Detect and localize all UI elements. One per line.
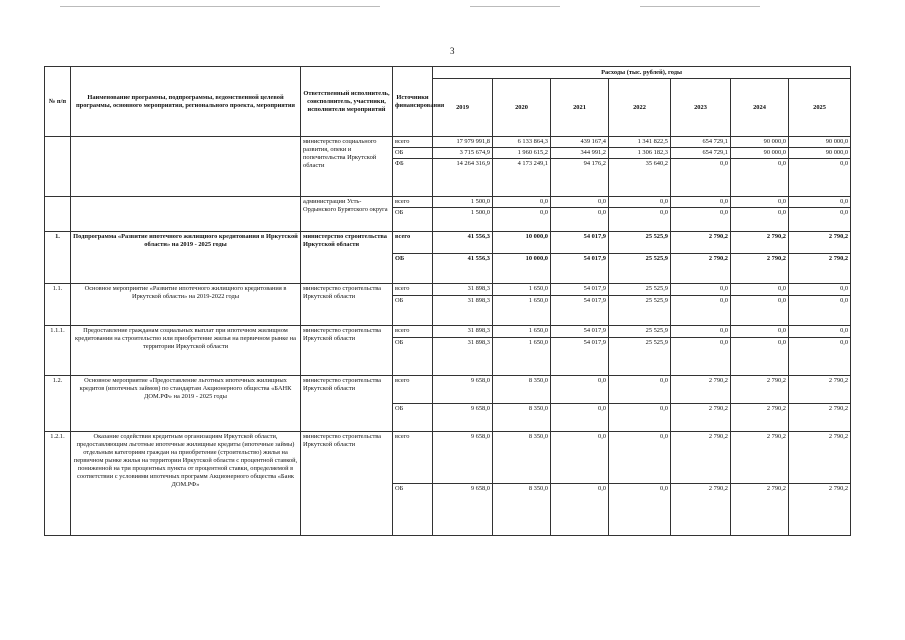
expense-value: 1 500,0: [433, 197, 493, 208]
expense-value: 54 017,9: [551, 296, 609, 326]
expense-value: 344 991,2: [551, 148, 609, 159]
funding-source: всего: [393, 197, 433, 208]
expense-value: 0,0: [551, 404, 609, 432]
expense-value: 0,0: [551, 208, 609, 232]
funding-source: всего: [393, 432, 433, 484]
funding-source: ОБ: [393, 148, 433, 159]
expense-value: 2 790,2: [671, 376, 731, 404]
funding-source: ОБ: [393, 296, 433, 326]
expense-value: 25 525,9: [609, 296, 671, 326]
expense-value: 90 000,0: [789, 148, 851, 159]
expense-value: 2 790,2: [671, 432, 731, 484]
expense-value: 9 658,0: [433, 376, 493, 404]
row-number: 1.1.: [45, 284, 71, 326]
expense-value: 0,0: [789, 208, 851, 232]
funding-source: ФБ: [393, 159, 433, 197]
expense-value: 8 350,0: [493, 376, 551, 404]
table-row: [45, 376, 851, 404]
expense-value: 2 790,2: [731, 432, 789, 484]
expense-value: 6 133 864,3: [493, 137, 551, 148]
funding-source: всего: [393, 232, 433, 254]
row-number: 1.1.1.: [45, 326, 71, 376]
table-row: [45, 197, 851, 208]
table-row: [45, 137, 851, 148]
expense-value: 2 790,2: [731, 484, 789, 536]
expense-value: 0,0: [731, 296, 789, 326]
expense-value: 31 898,3: [433, 284, 493, 296]
expense-value: 90 000,0: [789, 137, 851, 148]
table-row: [45, 284, 851, 296]
program-name: Основное мероприятие «Предоставление льготных ипотечных жилищных кредитов (ипотечных займов) по стандартам Акционерного общества «БАНК ДОМ.РФ» на 2019 - 2025 годы: [71, 376, 301, 432]
expense-value: 90 000,0: [731, 148, 789, 159]
expense-value: 0,0: [789, 197, 851, 208]
col-header-year: 2025: [789, 79, 851, 137]
expense-value: 0,0: [671, 284, 731, 296]
expense-value: 2 790,2: [789, 254, 851, 284]
expense-value: 10 000,0: [493, 232, 551, 254]
expense-value: 41 556,3: [433, 232, 493, 254]
expense-value: 0,0: [493, 208, 551, 232]
expense-value: 54 017,9: [551, 284, 609, 296]
expense-value: 8 350,0: [493, 484, 551, 536]
expense-value: 0,0: [789, 338, 851, 376]
funding-source: ОБ: [393, 338, 433, 376]
expense-value: 90 000,0: [731, 137, 789, 148]
expense-value: 0,0: [789, 326, 851, 338]
funding-source: всего: [393, 376, 433, 404]
responsible-executor: министерство строительства Иркутской области: [301, 232, 393, 284]
expense-value: 9 658,0: [433, 432, 493, 484]
expense-value: 41 556,3: [433, 254, 493, 284]
expense-value: 25 525,9: [609, 326, 671, 338]
expense-value: 0,0: [671, 208, 731, 232]
responsible-executor: министерство строительства Иркутской области: [301, 284, 393, 326]
expense-value: 54 017,9: [551, 254, 609, 284]
expense-value: 25 525,9: [609, 232, 671, 254]
expense-value: 0,0: [609, 404, 671, 432]
funding-source: ОБ: [393, 484, 433, 536]
col-header-year: 2019: [433, 79, 493, 137]
expense-value: 8 350,0: [493, 432, 551, 484]
expense-value: 3 715 674,9: [433, 148, 493, 159]
funding-source: всего: [393, 137, 433, 148]
funding-source: ОБ: [393, 254, 433, 284]
expense-value: 0,0: [493, 197, 551, 208]
col-header-num: № п/п: [45, 67, 71, 137]
col-header-name: Наименование программы, подпрограммы, ведомственной целевой программы, основного мероприятия, регионального проекта, мероприятия: [71, 67, 301, 137]
expense-value: 0,0: [671, 197, 731, 208]
expense-value: 2 790,2: [789, 404, 851, 432]
expense-value: 0,0: [731, 159, 789, 197]
expense-value: 2 790,2: [671, 232, 731, 254]
program-name: Оказание содействия кредитным организациям Иркутской области, предоставляющим льготные ипотечные жилищные кредиты (ипотечные займы) отдельным категориям граждан на приобретение (строительство) жилья на первичном рынке жилья на территории Иркутской области с процентной ставкой, пониженной на три процентных пункта от процентной ставки, определяемой в соответствии с условиями ипотечных программ Акционерного общества «Банк ДОМ.РФ»: [71, 432, 301, 536]
row-number: 1.: [45, 232, 71, 284]
funding-source: ОБ: [393, 208, 433, 232]
expense-value: 0,0: [671, 296, 731, 326]
expense-value: 0,0: [609, 484, 671, 536]
expense-value: 0,0: [731, 338, 789, 376]
expense-value: 0,0: [551, 484, 609, 536]
row-number: 1.2.1.: [45, 432, 71, 536]
expense-value: 0,0: [551, 432, 609, 484]
responsible-executor: министерство строительства Иркутской области: [301, 326, 393, 376]
expense-value: 1 500,0: [433, 208, 493, 232]
program-name: [71, 197, 301, 232]
expense-value: 31 898,3: [433, 326, 493, 338]
scan-artifact-line: [60, 6, 380, 7]
table-row: [45, 232, 851, 254]
funding-source: всего: [393, 284, 433, 296]
expense-value: 31 898,3: [433, 296, 493, 326]
row-number: 1.2.: [45, 376, 71, 432]
program-name: [71, 137, 301, 197]
responsible-executor: администрации Усть-Ордынского Бурятского округа: [301, 197, 393, 232]
funding-source: всего: [393, 326, 433, 338]
col-header-expenses: Расходы (тыс. рублей), годы: [433, 67, 851, 79]
program-name: Подпрограмма «Развитие ипотечного жилищного кредитования в Иркутской области» на 2019 - 2025 годы: [71, 232, 301, 284]
expense-value: 54 017,9: [551, 326, 609, 338]
expense-value: 0,0: [731, 326, 789, 338]
col-header-year: 2023: [671, 79, 731, 137]
col-header-year: 2020: [493, 79, 551, 137]
row-number: [45, 197, 71, 232]
responsible-executor: министерство строительства Иркутской области: [301, 376, 393, 432]
program-name: Предоставление гражданам социальных выплат при ипотечном жилищном кредитовании на строительство или приобретение жилья на первичном рынке на территории Иркутской области: [71, 326, 301, 376]
expense-value: 2 790,2: [671, 254, 731, 284]
col-header-resp: Ответственный исполнитель, соисполнитель, участники, исполнители мероприятий: [301, 67, 393, 137]
expense-value: 25 525,9: [609, 254, 671, 284]
expense-value: 0,0: [671, 326, 731, 338]
expense-value: 0,0: [609, 197, 671, 208]
expense-value: 0,0: [671, 338, 731, 376]
expense-value: 0,0: [731, 208, 789, 232]
expense-value: 0,0: [609, 432, 671, 484]
expense-value: 54 017,9: [551, 232, 609, 254]
expense-value: 25 525,9: [609, 284, 671, 296]
expense-value: 0,0: [609, 376, 671, 404]
expense-value: 1 306 182,3: [609, 148, 671, 159]
expense-value: 8 350,0: [493, 404, 551, 432]
expense-value: 2 790,2: [671, 404, 731, 432]
expense-value: 1 650,0: [493, 338, 551, 376]
col-header-year: 2021: [551, 79, 609, 137]
page-number: 3: [450, 46, 455, 56]
expense-value: 2 790,2: [731, 254, 789, 284]
scan-artifact-line: [470, 6, 560, 7]
col-header-src: Источники финансирования: [393, 67, 433, 137]
expense-value: 2 790,2: [731, 376, 789, 404]
expense-value: 2 790,2: [789, 376, 851, 404]
col-header-year: 2022: [609, 79, 671, 137]
expense-value: 0,0: [789, 284, 851, 296]
expense-value: 2 790,2: [789, 432, 851, 484]
expense-value: 1 650,0: [493, 326, 551, 338]
expense-value: 0,0: [789, 159, 851, 197]
expense-value: 2 790,2: [731, 404, 789, 432]
expense-value: 35 640,2: [609, 159, 671, 197]
expense-value: 654 729,1: [671, 137, 731, 148]
expense-value: 31 898,3: [433, 338, 493, 376]
expense-value: 0,0: [731, 197, 789, 208]
expense-value: 17 979 991,8: [433, 137, 493, 148]
row-number: [45, 137, 71, 197]
expense-value: 2 790,2: [671, 484, 731, 536]
table-row: [45, 326, 851, 338]
expense-value: 0,0: [731, 284, 789, 296]
expense-value: 0,0: [789, 296, 851, 326]
expense-value: 1 341 822,5: [609, 137, 671, 148]
expense-value: 9 658,0: [433, 484, 493, 536]
funding-source: ОБ: [393, 404, 433, 432]
expense-value: 54 017,9: [551, 338, 609, 376]
expense-value: 25 525,9: [609, 338, 671, 376]
expense-value: 439 167,4: [551, 137, 609, 148]
expense-value: 1 960 615,2: [493, 148, 551, 159]
expense-value: 2 790,2: [789, 232, 851, 254]
expense-value: 9 658,0: [433, 404, 493, 432]
table-row: [45, 432, 851, 484]
expense-value: 2 790,2: [789, 484, 851, 536]
expense-value: 0,0: [551, 376, 609, 404]
expenses-table: [44, 66, 851, 536]
expense-value: 4 173 249,1: [493, 159, 551, 197]
responsible-executor: министерство социального развития, опеки и попечительства Иркутской области: [301, 137, 393, 197]
responsible-executor: министерство строительства Иркутской области: [301, 432, 393, 536]
scan-artifact-line: [640, 6, 760, 7]
expense-value: 654 729,1: [671, 148, 731, 159]
expense-value: 1 650,0: [493, 296, 551, 326]
col-header-year: 2024: [731, 79, 789, 137]
program-name: Основное мероприятие «Развитие ипотечного жилищного кредитования в Иркутской области» на 2019-2022 годы: [71, 284, 301, 326]
expense-value: 0,0: [609, 208, 671, 232]
expense-value: 0,0: [671, 159, 731, 197]
expense-value: 1 650,0: [493, 284, 551, 296]
expense-value: 14 264 316,9: [433, 159, 493, 197]
expense-value: 2 790,2: [731, 232, 789, 254]
expense-value: 94 176,2: [551, 159, 609, 197]
expense-value: 0,0: [551, 197, 609, 208]
expense-value: 10 000,0: [493, 254, 551, 284]
